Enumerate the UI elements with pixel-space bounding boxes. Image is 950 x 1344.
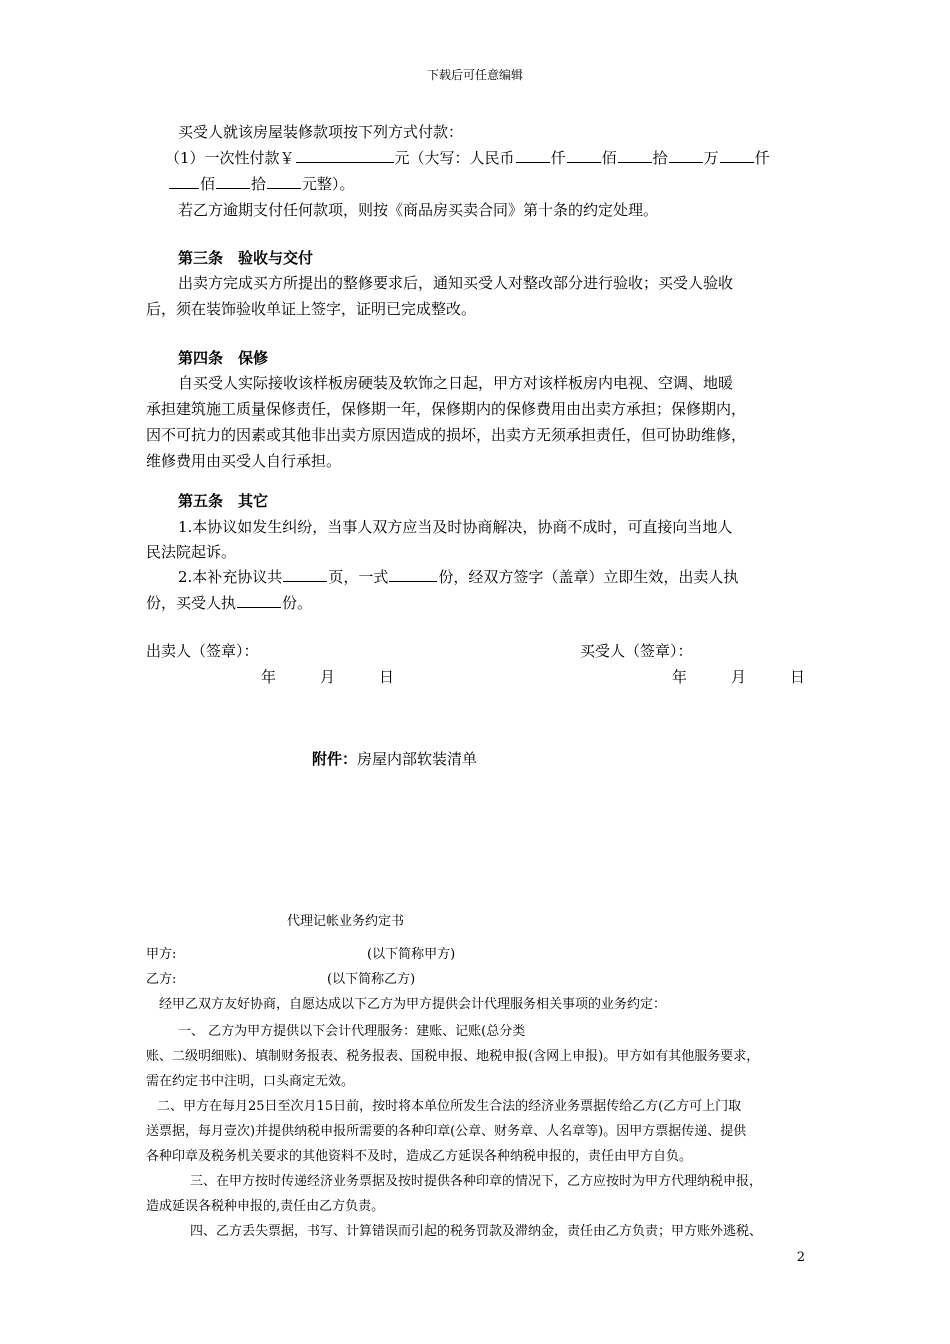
item2-line2-a: 份，买受人执 [146,594,237,612]
unit-qian-2: 仟 [754,149,770,167]
blank [216,174,250,189]
attachment-label: 附件： [312,750,358,768]
blank [669,148,703,163]
payment-line1-a: （1）一次性付款￥ [165,149,295,167]
unit-shi-2: 拾 [251,175,267,193]
article3-line1: 出卖方完成买方所提出的整修要求后，通知买受人对整改部分进行验收；买受人验收 [178,274,734,292]
clause2-line1: 二、甲方在每月25日至次月15日前，按时将本单位所发生合法的经济业务票据传给乙方(乙方可上门取 [157,1099,742,1114]
attachment [312,748,477,769]
clause1-line3: 需在约定书中注明，口头商定无效。 [146,1074,355,1089]
seller-year: 年 [261,668,277,686]
unit-bai-2: 佰 [200,175,216,193]
seller-month: 月 [320,668,336,686]
buyer-month: 月 [731,668,747,686]
item2-a: 2.本补充协议共 [178,568,283,586]
agreement-preamble: 经甲乙双方友好协商，自愿达成以下乙方为甲方提供会计代理服务相关事项的业务约定： [159,997,667,1012]
article4-line3: 因不可抗力的因素或其他非出卖方原因造成的损坏，出卖方无须承担责任，但可协助维修， [146,426,747,444]
clause3-line2: 造成延误各税种申报的,责任由乙方负责。 [146,1199,385,1214]
article5-item2-line2 [146,592,312,613]
blank [720,148,754,163]
article4-line2: 承担建筑施工质量保修责任，保修期一年，保修期内的保修费用由出卖方承担；保修期内， [146,400,747,418]
item2-b: 页，一式 [328,568,389,586]
blank [516,148,550,163]
blank [567,148,601,163]
blank [169,174,199,189]
unit-bai: 佰 [601,149,617,167]
article5-item2-line1 [178,566,738,587]
unit-qian: 仟 [550,149,566,167]
attachment-text: 房屋内部软装清单 [357,750,478,768]
party-b-note: (以下简称乙方) [327,972,416,987]
header-note: 下载后可任意编辑 [426,68,523,82]
clause3-line1: 三、在甲方按时传递经济业务票据及按时提供各种印章的情况下，乙方应按时为甲方代理纳税申报， [190,1174,763,1189]
blank [618,148,652,163]
unit-yuan: 元整）。 [302,175,355,193]
party-a-label: 甲方: [146,947,177,962]
article4-line1: 自买受人实际接收该样板房硬装及软饰之日起，甲方对该样板房内电视、空调、地暖 [178,374,734,392]
blank [237,593,281,608]
article3-line2: 后，须在装饰验收单证上签字，证明已完成整改。 [146,300,477,318]
payment-overdue: 若乙方逾期支付任何款项，则按《商品房买卖合同》第十条的约定处理。 [178,201,659,219]
seller-day: 日 [379,668,395,686]
buyer-year: 年 [672,668,688,686]
payment-line1-b: 元（大写：人民币 [394,149,515,167]
item2-line2-b: 份。 [282,594,313,612]
article5-item1-line2: 民法院起诉。 [146,543,237,561]
item2-c: 份，经双方签字（盖章）立即生效，出卖人执 [438,568,739,586]
seller-signature: 出卖人（签章）： [146,642,259,660]
article5-item1-line1: 1.本协议如发生纠纷，当事人双方应当及时协商解决，协商不成时，可直接向当地人 [178,518,733,536]
unit-wan: 万 [703,149,719,167]
payment-line2 [168,173,355,194]
article5-title: 第五条 其它 [178,492,269,510]
buyer-signature: 买受人（签章）： [580,642,693,660]
amount-blank [296,148,394,163]
payment-intro: 买受人就该房屋装修款项按下列方式付款： [178,123,464,141]
blank [283,567,327,582]
clause1-line2: 账、二级明细账)、填制财务报表、税务报表、国税申报、地税申报(含网上申报)。甲方如有其他服务要求， [146,1049,760,1064]
article4-title: 第四条 保修 [178,349,269,367]
blank [389,567,437,582]
clause4-line1: 四、乙方丢失票据，书写、计算错误而引起的税务罚款及滞纳金，责任由乙方负责；甲方账外逃税、 [190,1224,763,1239]
agreement-title: 代理记帐业务约定书 [287,914,405,929]
party-b-label: 乙方: [146,972,177,987]
page-number: 2 [796,1250,805,1265]
clause2-line2: 送票据，每月壹次)并提供纳税申报所需要的各种印章(公章、财务章、人名章等)。因甲方票据传递、提供 [146,1124,747,1139]
party-a-note: (以下简称甲方) [367,947,456,962]
blank [267,174,301,189]
article3-title: 第三条 验收与交付 [178,249,314,267]
buyer-day: 日 [790,668,806,686]
unit-shi: 拾 [652,149,668,167]
clause1-line1: 一、 乙方为甲方提供以下会计代理服务：建账、记账(总分类 [178,1024,526,1039]
clause2-line3: 各种印章及税务机关要求的其他资料不及时，造成乙方延误各种纳税申报的，责任由甲方自负。 [146,1149,693,1164]
article4-line4: 维修费用由买受人自行承担。 [146,452,342,470]
payment-line1 [165,147,770,168]
